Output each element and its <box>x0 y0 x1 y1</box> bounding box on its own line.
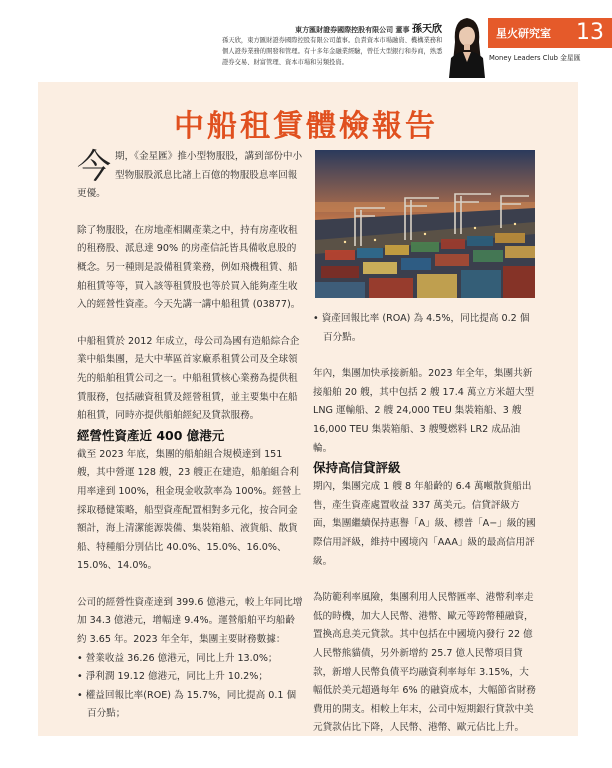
page-number: 13 <box>576 20 604 45</box>
column-name: 星火研究室 <box>496 27 551 40</box>
paragraph-3: 中船租賃於 2012 年成立，母公司為國有造船綜合企業中船集團，是大中華區首家廠系租賃公司及全球領先的船舶租賃公司之一。中船租賃核心業務為提供租賃服務，包括融資租賃及經營租賃，並主要集中在船舶租賃，同時亦提供船舶經紀及貸款服務。 <box>77 335 300 422</box>
article-title: 中船租賃體檢報告 <box>174 109 438 144</box>
paragraph-7: 期內，集團完成 1 艘 8 年船齡的 6.4 萬噸散貨船出售，產生資產處置收益 337 萬美元。信貸評級方面，集團繼續保持惠譽「A」級、標普「A−」級的國際信用評級，維持中國境內「AAA」級的最高信用評級。 <box>313 481 536 567</box>
page-header <box>0 0 612 82</box>
club-name: Money Leaders Club 金星匯 <box>489 54 581 62</box>
paragraph-2: 除了物服股，在房地產相關產業之中，持有房產收租的租務股、派息達 90% 的房產信託皆具備收息股的概念。另一種則是設備租賃業務，例如飛機租賃、船舶租賃等等，買入該等租賃股也等於買入能夠產生收入的經營性資產。今天先講一講中船租賃 (03877)。 <box>77 224 301 311</box>
bullet-item: • 權益回報比率(ROE) 為 15.7%，同比提高 0.1 個百分點； <box>77 689 297 720</box>
paragraph-5: 公司的經營性資產達到 399.6 億港元，較上年同比增加 34.3 億港元，增幅達 9.4%。運營船舶平均船齡約 3.65 年。2023 年全年，集團主要財務數據： <box>77 596 303 646</box>
bullet-text: 資產回報比率 (ROA) 為 4.5%，同比提高 0.2 個百分點。 <box>321 313 530 343</box>
bullet-item: • 營業收益 36.26 億港元，同比上升 13.0%； <box>77 652 278 664</box>
author-name: 孫天欣 <box>412 24 442 35</box>
dropcap: 今 <box>77 147 111 187</box>
subhead-assets: 經營性資產近 400 億港元 <box>77 427 225 443</box>
left-column <box>77 148 303 724</box>
intro-paragraph <box>77 148 303 204</box>
portrait-image <box>447 12 487 78</box>
bullet-item: • 資產回報比率 (ROA) 為 4.5%，同比提高 0.2 個百分點。 <box>313 313 530 343</box>
intro-text: 期，《金星匯》推小型物服股，講到部份中小型物服股派息比諸上百億的物服股息率回報更優。 <box>77 151 303 200</box>
paragraph-4: 截至 2023 年底，集團的船舶組合規模達到 151 艘，其中營運 128 艘，23 艘正在建造，船舶組合利用率達到 100%，租金現金收款率為 100%。經營上採取穩健策略，船型資產配置相對多元化，按合同金額計，海上清潔能源裝備、集裝箱船、液貨船、散貨船、特種船分別佔比 40.0%、15.0%、16.0%、15.0%、14.0%。 <box>77 448 302 572</box>
container-port-image <box>315 150 535 298</box>
author-line <box>295 20 442 35</box>
subhead-credit: 保持高信貸評級 <box>313 460 401 476</box>
bullet-item: • 淨利潤 19.12 億港元，同比上升 10.2%； <box>77 671 268 683</box>
author-bio: 孫天欣，東方匯財證券國際控股有限公司董事。負責資本市場融資、機構業務和個人證券業務的開發和管理。有十多年金融業經驗，曾任大型銀行和券商，熟悉證券交易、財富管理、資本市場和另類投資。 <box>222 37 443 66</box>
bullet-text: 淨利潤 19.12 億港元，同比上升 10.2%； <box>85 671 268 683</box>
paragraph-8: 為防範利率風險，集團利用人民幣匯率、港幣利率走低的時機，加大人民幣、港幣、歐元等跨幣種融資，置換高息美元貸款。其中包括在中國境內發行 22 億人民幣熊貓債，另外新增約 25.7 億人民幣項目貸款，新增人民幣負債平均融資利率每年 3.15%，大幅低於美元超過每年 6% 的融資成本，大幅節省財務費用的開支。相較上年末，公司中短期銀行貸款中美元貸款佔比下降，人民幣、港幣、歐元佔比上升。 <box>313 592 536 734</box>
author-portrait <box>447 12 487 78</box>
column-brand-box <box>488 18 612 48</box>
author-role: 東方匯財證券國際控股有限公司 董事 <box>295 26 410 34</box>
bullet-text: 營業收益 36.26 億港元，同比上升 13.0%； <box>85 652 278 664</box>
paragraph-6: 年內，集團加快承接新船。2023 年全年，集團共新接船舶 20 艘，其中包括 2 艘 17.4 萬立方米超大型 LNG 運輸船、2 艘 24,000 TEU 集裝箱船、3 艘 16,000 TEU 集裝箱船、3 艘雙燃料 LR2 成品油輪。 <box>313 368 535 454</box>
port-photo <box>315 150 535 298</box>
bullet-text: 權益回報比率(ROE) 為 15.7%，同比提高 0.1 個百分點； <box>85 689 297 720</box>
right-column <box>313 310 536 738</box>
